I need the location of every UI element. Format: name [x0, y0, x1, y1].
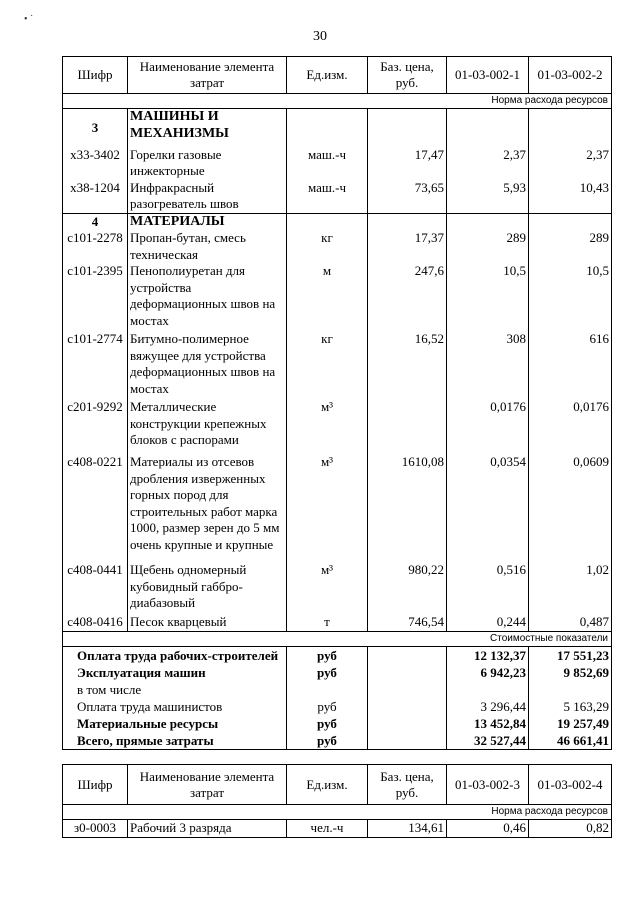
table-row [63, 820, 612, 838]
row-unit: кг [287, 331, 368, 399]
section-row [63, 213, 612, 230]
table-row [63, 147, 612, 180]
row-value-2: 0,82 [529, 820, 612, 838]
row-value-1: 0,516 [447, 562, 529, 614]
row-value-2: 0,0609 [529, 454, 612, 562]
resource-table-1 [62, 56, 612, 750]
cost-row-unit: руб [287, 715, 368, 732]
row-value-1: 0,244 [447, 614, 529, 631]
row-value-1: 308 [447, 331, 529, 399]
cost-row-unit: руб [287, 646, 368, 664]
row-unit: м [287, 263, 368, 331]
row-value-1: 0,0354 [447, 454, 529, 562]
norma-label: Норма расхода ресурсов [63, 805, 612, 820]
section-number: 3 [63, 109, 128, 147]
header-name: Наименование элемента затрат [128, 765, 287, 805]
row-price: 134,61 [368, 820, 447, 838]
cost-row-value-1 [447, 681, 529, 698]
row-value-1: 289 [447, 230, 529, 263]
cost-row-value-2: 17 551,23 [529, 646, 612, 664]
row-unit: м³ [287, 454, 368, 562]
cost-row-unit [287, 681, 368, 698]
row-price: 746,54 [368, 614, 447, 631]
table-row [63, 399, 612, 454]
row-name: Рабочий 3 разряда [128, 820, 287, 838]
cost-row-label: Всего, прямые затраты [63, 732, 287, 750]
cost-row-label: Оплата труда машинистов [63, 698, 287, 715]
row-name: Материалы из отсевов дробления изверженных горных пород для строительных работ марка 1000, размер зерен до 5 мм очень крупные и крупные [128, 454, 287, 562]
table-row [63, 454, 612, 562]
cost-row-label: Материальные ресурсы [63, 715, 287, 732]
cost-row-unit: руб [287, 698, 368, 715]
section-title: МАТЕРИАЛЫ [128, 213, 287, 230]
row-unit: маш.-ч [287, 180, 368, 214]
section-title: МАШИНЫ И МЕХАНИЗМЫ [128, 109, 287, 147]
cost-row-label: в том числе [63, 681, 287, 698]
table-row [63, 230, 612, 263]
cost-row-value-1: 13 452,84 [447, 715, 529, 732]
section-row [63, 109, 612, 147]
cost-row-unit: руб [287, 664, 368, 681]
row-name: Пенополиуретан для устройства деформационных швов на мостах [128, 263, 287, 331]
header-price: Баз. цена, руб. [368, 765, 447, 805]
row-price: 16,52 [368, 331, 447, 399]
table-row [63, 263, 612, 331]
header-code: Шифр [63, 57, 128, 94]
row-name: Битумно-полимерное вяжущее для устройства деформационных швов на мостах [128, 331, 287, 399]
row-price: 247,6 [368, 263, 447, 331]
row-value-1: 2,37 [447, 147, 529, 180]
cost-row [63, 646, 612, 664]
row-code: с101-2278 [63, 230, 128, 263]
section-number: 4 [63, 213, 128, 230]
norma-row [63, 94, 612, 109]
row-value-1: 0,0176 [447, 399, 529, 454]
row-code: з0-0003 [63, 820, 128, 838]
resource-table-2 [62, 764, 612, 838]
row-code: с408-0416 [63, 614, 128, 631]
row-price: 980,22 [368, 562, 447, 614]
row-value-2: 1,02 [529, 562, 612, 614]
row-value-2: 289 [529, 230, 612, 263]
cost-row-value-2: 46 661,41 [529, 732, 612, 750]
cost-row-label: Оплата труда рабочих-строителей [63, 646, 287, 664]
row-price: 73,65 [368, 180, 447, 214]
cost-row [63, 732, 612, 750]
row-price: 17,47 [368, 147, 447, 180]
row-unit: маш.-ч [287, 147, 368, 180]
row-code: х33-3402 [63, 147, 128, 180]
header-col1: 01-03-002-3 [447, 765, 529, 805]
row-unit: м³ [287, 562, 368, 614]
row-value-2: 2,37 [529, 147, 612, 180]
row-value-2: 10,5 [529, 263, 612, 331]
header-col2: 01-03-002-2 [529, 57, 612, 94]
row-code: с408-0441 [63, 562, 128, 614]
header-unit: Ед.изм. [287, 57, 368, 94]
cost-row-label: Эксплуатация машин [63, 664, 287, 681]
row-code: с101-2395 [63, 263, 128, 331]
row-name: Щебень одномерный кубовидный габбро-диабазовый [128, 562, 287, 614]
row-code: с201-9292 [63, 399, 128, 454]
row-code: с408-0221 [63, 454, 128, 562]
row-price [368, 399, 447, 454]
cost-row [63, 681, 612, 698]
row-name: Пропан-бутан, смесь техническая [128, 230, 287, 263]
cost-row-value-2: 9 852,69 [529, 664, 612, 681]
cost-row [63, 664, 612, 681]
table-row [63, 331, 612, 399]
row-name: Инфракрасный разогреватель швов [128, 180, 287, 214]
cost-row-unit: руб [287, 732, 368, 750]
row-name: Песок кварцевый [128, 614, 287, 631]
row-name: Горелки газовые инжекторные [128, 147, 287, 180]
row-value-1: 5,93 [447, 180, 529, 214]
row-price: 17,37 [368, 230, 447, 263]
row-value-2: 0,487 [529, 614, 612, 631]
cost-label: Стоимостные показатели [63, 631, 612, 646]
row-value-2: 0,0176 [529, 399, 612, 454]
header-col1: 01-03-002-1 [447, 57, 529, 94]
row-code: х38-1204 [63, 180, 128, 214]
header-code: Шифр [63, 765, 128, 805]
table-row [63, 180, 612, 214]
page-number: 30 [313, 29, 327, 44]
table-row [63, 562, 612, 614]
cost-row-value-2 [529, 681, 612, 698]
row-value-1: 10,5 [447, 263, 529, 331]
cost-row-value-1: 3 296,44 [447, 698, 529, 715]
cost-row-value-1: 6 942,23 [447, 664, 529, 681]
row-unit: м³ [287, 399, 368, 454]
scan-specks: • ˙ [24, 14, 34, 25]
cost-row-value-1: 32 527,44 [447, 732, 529, 750]
cost-row-value-2: 19 257,49 [529, 715, 612, 732]
header-col2: 01-03-002-4 [529, 765, 612, 805]
row-price: 1610,08 [368, 454, 447, 562]
cost-row [63, 698, 612, 715]
cost-header-row [63, 631, 612, 646]
row-value-1: 0,46 [447, 820, 529, 838]
cost-row [63, 715, 612, 732]
table-header [63, 765, 612, 805]
norma-label: Норма расхода ресурсов [63, 94, 612, 109]
cost-row-value-2: 5 163,29 [529, 698, 612, 715]
cost-row-value-1: 12 132,37 [447, 646, 529, 664]
row-unit: кг [287, 230, 368, 263]
table-row [63, 614, 612, 631]
row-name: Металлические конструкции крепежных блоков с распорами [128, 399, 287, 454]
header-price: Баз. цена, руб. [368, 57, 447, 94]
row-unit: т [287, 614, 368, 631]
row-value-2: 616 [529, 331, 612, 399]
header-unit: Ед.изм. [287, 765, 368, 805]
row-unit: чел.-ч [287, 820, 368, 838]
header-name: Наименование элемента затрат [128, 57, 287, 94]
row-code: с101-2774 [63, 331, 128, 399]
table-header [63, 57, 612, 94]
norma-row [63, 805, 612, 820]
row-value-2: 10,43 [529, 180, 612, 214]
